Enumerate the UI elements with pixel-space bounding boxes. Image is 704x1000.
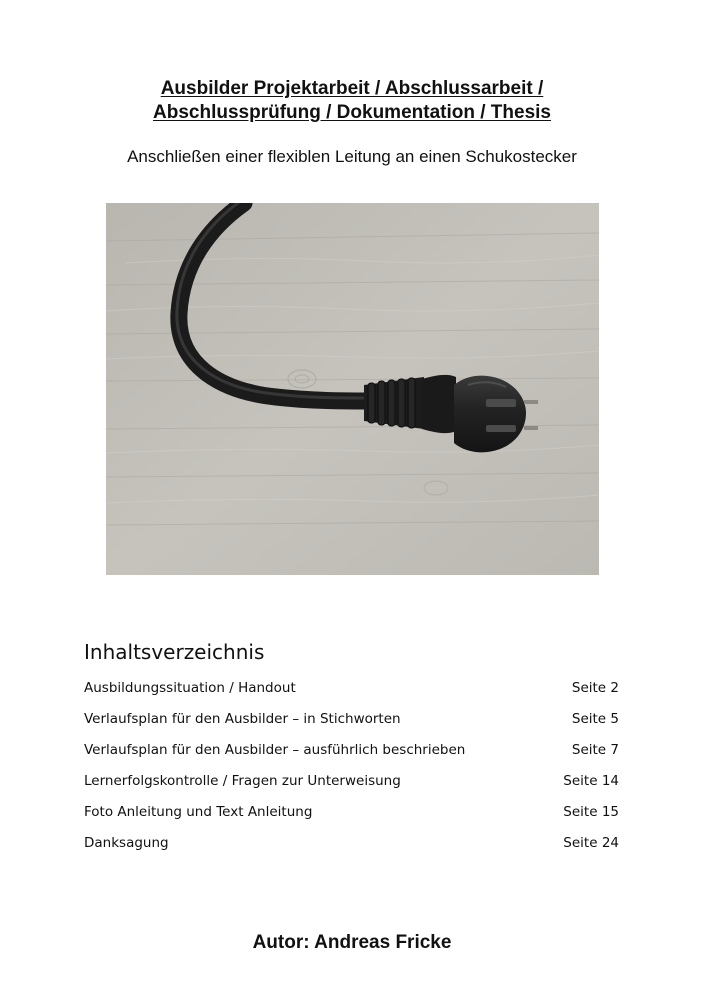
toc-entry [84,677,619,708]
table-of-contents [84,677,619,863]
document-title-line-2: Abschlussprüfung / Dokumentation / Thesis [153,102,551,123]
toc-entry-page: Seite 15 [563,804,619,820]
toc-entry-title: Ausbildungssituation / Handout [84,680,296,696]
toc-entry-title: Verlaufsplan für den Ausbilder – in Stichworten [84,711,401,727]
toc-entry-title: Verlaufsplan für den Ausbilder – ausführlich beschrieben [84,742,466,758]
toc-entry [84,770,619,801]
toc-entry [84,708,619,739]
document-title-line-1: Ausbilder Projektarbeit / Abschlussarbeit / [160,78,544,99]
toc-entry-page: Seite 14 [563,773,619,789]
toc-entry [84,832,619,863]
toc-entry [84,739,619,770]
toc-entry-title: Lernerfolgskontrolle / Fragen zur Unterweisung [84,773,401,789]
toc-entry-title: Foto Anleitung und Text Anleitung [84,804,313,820]
document-subtitle: Anschließen einer flexiblen Leitung an einen Schukostecker [127,147,577,166]
toc-heading: Inhaltsverzeichnis [84,640,265,664]
toc-entry-page: Seite 2 [571,680,619,696]
toc-entry-title: Danksagung [84,835,169,851]
toc-entry [84,801,619,832]
author-line: Autor: Andreas Fricke [252,932,452,953]
schuko-plug-photo [106,203,599,575]
toc-entry-page: Seite 5 [571,711,619,727]
toc-entry-page: Seite 24 [563,835,619,851]
toc-entry-page: Seite 7 [571,742,619,758]
